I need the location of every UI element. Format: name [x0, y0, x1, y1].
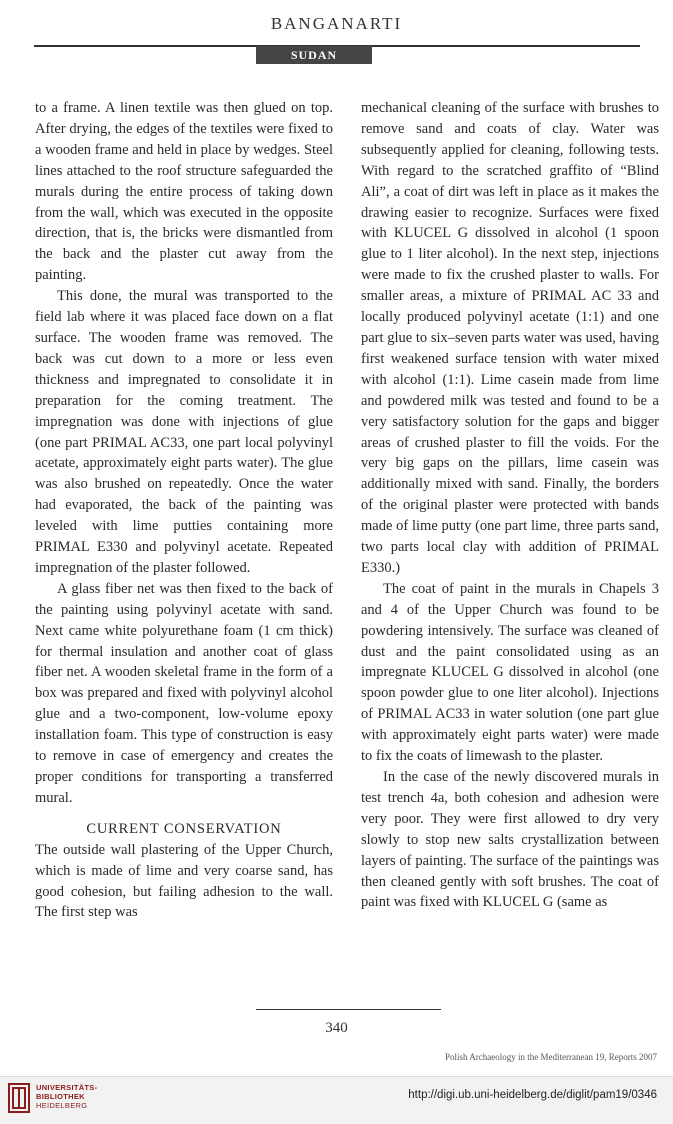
- paragraph: The outside wall plastering of the Upper Church, which is made of lime and very coarse sand, has good cohesion, but failing adhesion to the wall. The first step was: [35, 841, 333, 921]
- paragraph: This done, the mural was transported to the field lab where it was placed face down on a flat surface. The wooden frame was removed. The back was cut down to a more or less even thickness and impregnated to consolidate it in preparation for the coming treatment. The impregnation was done with injections of glue (one part PRIMAL AC33, one part local polyvinyl acetate, approximately eight parts water). The glue was also brushed on repeatedly. Once the water had evaporated, the back of the painting was leveled with lime putties containing more PRIMAL E330 and polyvinyl acetate. Repeated impregnation of the plaster followed.: [35, 288, 333, 576]
- paragraph: to a frame. A linen textile was then glued on top. After drying, the edges of the textiles were fixed to a wooden frame and held in place by wedges. Steel lines attached to the roof structure safeguarded the murals during the entire process of taking down from the wall, which was executed in the opposite direction, that is, the bricks were dismantled from the back and the plaster cut away from the painting.: [35, 100, 333, 284]
- header-band: SUDAN: [256, 46, 372, 64]
- library-name: [36, 1083, 97, 1110]
- paragraph: The coat of paint in the murals in Chapels 3 and 4 of the Upper Church was found to be powdering intensively. The surface was cleaned of dust and the paint consolidated using as an impregnate KLUCEL G dissolved in alcohol (one spoon powder glue to one liter alcohol). Injections of PRIMAL AC33 in water solution (one part glue with approximately eight parts water) were made to fix the coats of limewash to the plaster.: [361, 580, 659, 765]
- library-name-line: BIBLIOTHEK: [36, 1092, 85, 1101]
- section-heading: CURRENT CONSERVATION: [86, 820, 282, 837]
- library-logo-icon: [8, 1083, 30, 1113]
- header-title: BANGANARTI: [270, 14, 403, 33]
- source-url-link[interactable]: http://digi.ub.uni-heidelberg.de/diglit/pam19/0346: [408, 1089, 657, 1101]
- paragraph: mechanical cleaning of the surface with brushes to remove sand and coats of clay. Water was subsequently applied for cleaning, following tests. With regard to the scratched graffito of “Blind Ali”, a coat of dirt was left in place as it makes the drawing easier to recognize. Surfaces were fixed with KLUCEL G dissolved in alcohol (1 spoon glue to 1 liter alcohol). In the next step, injections were made to fix the crushed plaster to walls. For smaller areas, a mixture of PRIMAL AC 33 and locally produced polyvinyl acetate (1:1) and one part glue to six–seven parts water was used, having first weakened surface tension with water mixed with alcohol (1:1). Lime casein made from lime and powdered milk was tested and found to be a very satisfactory solution for the gaps and bigger areas of crushed plaster to fill the voids. For the very big gaps on the pillars, lime casein was additionally mixed with sand. Finally, the borders of the original plaster were protected with bands made of lime putty (one part lime, three parts sand, two parts local clay with addition of PRIMAL E330.): [361, 100, 659, 576]
- footer-rule: [256, 1009, 441, 1010]
- library-name-line: UNIVERSITÄTS-: [36, 1083, 98, 1092]
- left-column: [35, 98, 333, 923]
- journal-credit: Polish Archaeology in the Mediterranean 19, Reports 2007: [445, 1052, 657, 1062]
- page-number: 340: [325, 1020, 348, 1036]
- paragraph: A glass fiber net was then fixed to the back of the painting using polyvinyl acetate with sand. Next came white polyurethane foam (1 cm thick) for thermal insulation and another coat of glass fiber net. A wooden skeletal frame in the form of a box was prepared and fixed with polyvinyl alcohol glue and a two-component, low-volume epoxy installation foam. This type of construction is easy to remove in case of emergency and creates the proper conditions for transporting a transferred mural.: [35, 580, 333, 806]
- library-name-line: HEIDELBERG: [36, 1101, 88, 1110]
- right-column: [361, 98, 659, 913]
- paragraph: In the case of the newly discovered murals in test trench 4a, both cohesion and adhesion were very poor. They were first allowed to dry very slowly to stop new salts crystallization between layers of painting. The surface of the paintings was then cleaned gently with soft brushes. The coat of paint was fixed with KLUCEL G (same as: [361, 769, 659, 911]
